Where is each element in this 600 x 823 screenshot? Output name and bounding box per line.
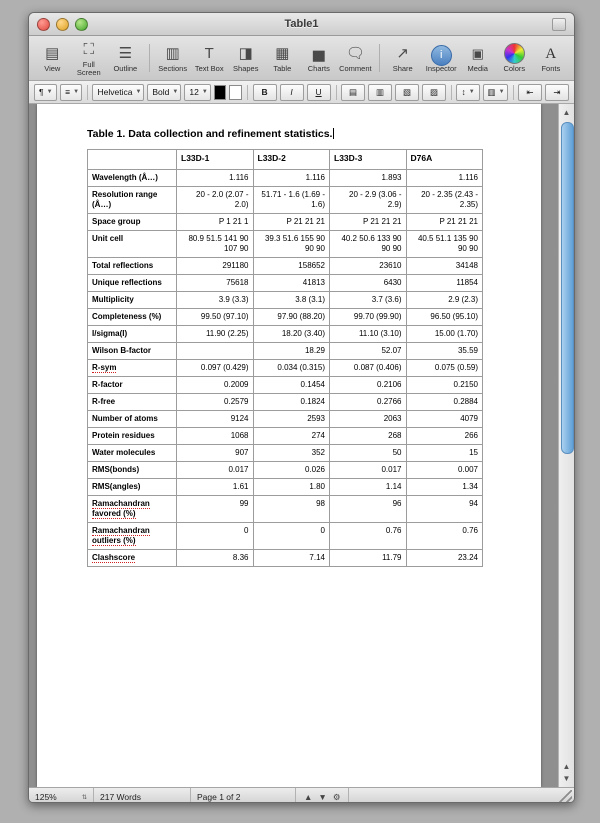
- row-label: [88, 523, 177, 550]
- cell-value: 2063: [330, 411, 407, 428]
- row-label: Water molecules: [88, 445, 177, 462]
- table-caption-text: Table 1. Data collection and refinement statistics.: [87, 128, 333, 140]
- previous-page-icon[interactable]: ▲: [304, 792, 313, 802]
- toolbar-share-label: Share: [392, 63, 413, 73]
- cell-value: 274: [253, 428, 330, 445]
- next-page-icon[interactable]: ▼: [318, 792, 327, 802]
- toolbar-text-box-button[interactable]: [192, 43, 227, 73]
- cell-value: 1.61: [177, 479, 254, 496]
- columns-popup[interactable]: [483, 84, 508, 101]
- row-label: Unique reflections: [88, 275, 177, 292]
- cell-value: 1.34: [406, 479, 483, 496]
- row-label: RMS(bonds): [88, 462, 177, 479]
- table-row[interactable]: [88, 462, 483, 479]
- cell-value: 2593: [253, 411, 330, 428]
- underline-button[interactable]: U: [307, 84, 331, 101]
- row-label: RMS(angles): [88, 479, 177, 496]
- cell-value: 0.2766: [330, 394, 407, 411]
- chevron-down-icon: ▼: [201, 89, 208, 95]
- chevron-updown-icon: ⇅: [81, 794, 87, 801]
- cell-value: 1068: [177, 428, 254, 445]
- table-header-l33d-2: L33D-2: [253, 150, 330, 170]
- toolbar-inspector-label: Inspector: [425, 63, 457, 73]
- table-row[interactable]: [88, 309, 483, 326]
- toolbar-charts-label: Charts: [307, 63, 330, 73]
- row-label: R-factor: [88, 377, 177, 394]
- table-header-corner: [88, 150, 177, 170]
- cell-value: 99: [177, 496, 254, 523]
- cell-value: 0.075 (0.59): [406, 360, 483, 377]
- statistics-table[interactable]: [87, 149, 483, 567]
- cell-value: 1.116: [177, 170, 254, 187]
- table-row[interactable]: [88, 275, 483, 292]
- chevron-down-icon: ▼: [172, 89, 179, 95]
- window-title: Table1: [284, 18, 319, 30]
- table-row[interactable]: [88, 170, 483, 187]
- toolbar-view-button[interactable]: [35, 43, 70, 73]
- font-style-popup[interactable]: [147, 84, 181, 101]
- row-label: [88, 550, 177, 567]
- toolbar-colors-button[interactable]: [497, 43, 532, 73]
- zoom-button[interactable]: [75, 18, 88, 31]
- format-bar: [29, 81, 574, 104]
- scroll-up-small-icon[interactable]: ▲: [562, 762, 571, 771]
- fonts-icon: A: [545, 45, 557, 62]
- cell-value: 0.026: [253, 462, 330, 479]
- cell-value: 50: [330, 445, 407, 462]
- cell-value: 3.8 (3.1): [253, 292, 330, 309]
- cell-value: 0: [253, 523, 330, 550]
- cell-value: 1.14: [330, 479, 407, 496]
- toolbar-full-screen-label: Full Screen: [76, 59, 101, 77]
- cell-value: 0.034 (0.315): [253, 360, 330, 377]
- cell-value: 3.9 (3.3): [177, 292, 254, 309]
- toolbar-comment-button[interactable]: [338, 43, 373, 73]
- colors-icon: [497, 43, 532, 65]
- row-label: [88, 496, 177, 523]
- row-label: Unit cell: [88, 231, 177, 258]
- paragraph-style-value: ¶: [39, 87, 44, 97]
- row-label: Total reflections: [88, 258, 177, 275]
- chevron-down-icon: ▼: [73, 89, 80, 95]
- vertical-scroll-thumb[interactable]: [561, 122, 574, 454]
- row-label: Space group: [88, 214, 177, 231]
- chevron-down-icon: ▼: [46, 89, 53, 95]
- cell-value: 0.2579: [177, 394, 254, 411]
- cell-value: 1.116: [406, 170, 483, 187]
- close-button[interactable]: [37, 18, 50, 31]
- cell-value: 18.20 (3.40): [253, 326, 330, 343]
- full-screen-icon: ⛶: [83, 40, 95, 58]
- cell-value: 23.24: [406, 550, 483, 567]
- media-icon: ▣: [471, 45, 484, 61]
- cell-value: 51.71 - 1.6 (1.69 - 1.6): [253, 187, 330, 214]
- table-row[interactable]: [88, 523, 483, 550]
- cell-value: 23610: [330, 258, 407, 275]
- line-spacing-value: ↕: [461, 87, 466, 97]
- gear-icon[interactable]: ⚙: [332, 791, 341, 802]
- cell-value: 11.90 (2.25): [177, 326, 254, 343]
- share-icon: ↗: [396, 44, 409, 62]
- font-size-popup[interactable]: [184, 84, 210, 101]
- table-header-d76a: D76A: [406, 150, 483, 170]
- font-family-value: Helvetica: [97, 87, 133, 97]
- cell-value: 1.893: [330, 170, 407, 187]
- table-header-row: [88, 150, 483, 170]
- font-family-popup[interactable]: [92, 84, 144, 101]
- cell-value: 291180: [177, 258, 254, 275]
- table-icon: ▦: [275, 44, 290, 62]
- table-row[interactable]: [88, 496, 483, 523]
- toolbar-outline-label: Outline: [113, 63, 138, 73]
- cell-value: 0.017: [177, 462, 254, 479]
- cell-value: 11.10 (3.10): [330, 326, 407, 343]
- page-indicator: Page 1 of 2: [191, 788, 296, 803]
- cell-value: 96: [330, 496, 407, 523]
- toolbar-table-button[interactable]: [265, 43, 300, 73]
- cell-value: 11.79: [330, 550, 407, 567]
- cell-value: 99.70 (99.90): [330, 309, 407, 326]
- misspelled-word: R-sym: [92, 363, 117, 372]
- cell-value: P 21 21 21: [253, 214, 330, 231]
- cell-value: 0.76: [406, 523, 483, 550]
- scroll-up-icon[interactable]: ▲: [562, 108, 571, 117]
- align-center-button[interactable]: ▥: [368, 84, 392, 101]
- cell-value: 52.07: [330, 343, 407, 360]
- cell-value: 20 - 2.35 (2.43 - 2.35): [406, 187, 483, 214]
- table-row[interactable]: [88, 187, 483, 214]
- misspelled-word: Clashscore: [92, 553, 136, 562]
- cell-value: 34148: [406, 258, 483, 275]
- toolbar-charts-button[interactable]: [302, 43, 337, 73]
- row-label: Multiplicity: [88, 292, 177, 309]
- toolbar-divider-2: [379, 44, 380, 72]
- view-icon: ▤: [45, 44, 60, 62]
- window-titlebar[interactable]: [29, 13, 574, 36]
- window-controls: [37, 18, 88, 31]
- cell-value: 15: [406, 445, 483, 462]
- toolbar-shapes-label: Shapes: [233, 63, 259, 73]
- cell-value: 1.116: [253, 170, 330, 187]
- cell-value: 98: [253, 496, 330, 523]
- list-style-value: ≡: [65, 87, 71, 97]
- comment-icon: 🗨: [345, 44, 365, 62]
- cell-value: 20 - 2.9 (3.06 - 2.9): [330, 187, 407, 214]
- cell-value: 7.14: [253, 550, 330, 567]
- inspector-icon: i: [424, 43, 459, 65]
- bold-button[interactable]: B: [253, 84, 277, 101]
- cell-value: 41813: [253, 275, 330, 292]
- cell-value: 0.007: [406, 462, 483, 479]
- cell-value: 75618: [177, 275, 254, 292]
- toolbar-comment-label: Comment: [339, 63, 372, 73]
- row-label: Wavelength (Å…): [88, 170, 177, 187]
- toolbar-view-label: View: [44, 63, 61, 73]
- toolbar-sections-label: Sections: [158, 63, 188, 73]
- font-size-value: 12: [189, 87, 199, 97]
- table-row[interactable]: [88, 360, 483, 377]
- cell-value: P 21 21 21: [406, 214, 483, 231]
- table-header-l33d-3: L33D-3: [330, 150, 407, 170]
- chevron-down-icon: ▼: [135, 89, 142, 95]
- document-canvas[interactable]: [29, 104, 574, 787]
- line-spacing-popup[interactable]: [456, 84, 479, 101]
- chevron-down-icon: ▼: [498, 89, 505, 95]
- fill-color-swatch[interactable]: [229, 85, 242, 100]
- cell-value: 6430: [330, 275, 407, 292]
- cell-value: 15.00 (1.70): [406, 326, 483, 343]
- main-toolbar: [29, 36, 574, 81]
- toolbar-media-label: Media: [467, 63, 488, 73]
- table-row[interactable]: [88, 550, 483, 567]
- toolbar-table-label: Table: [273, 63, 292, 73]
- cell-value: 9124: [177, 411, 254, 428]
- table-row[interactable]: [88, 214, 483, 231]
- cell-value: 39.3 51.6 155 90 90 90: [253, 231, 330, 258]
- table-row[interactable]: [88, 377, 483, 394]
- status-bar-spacer: [349, 788, 558, 803]
- document-window: [28, 12, 575, 803]
- toolbar-text-box-label: Text Box: [194, 63, 224, 73]
- cell-value: 0.1454: [253, 377, 330, 394]
- window-resize-handle[interactable]: [558, 790, 572, 803]
- table-caption: [87, 128, 511, 140]
- cell-value: 0.2106: [330, 377, 407, 394]
- table-row[interactable]: [88, 479, 483, 496]
- table-row[interactable]: [88, 292, 483, 309]
- indent-less-button[interactable]: ⇤: [518, 84, 542, 101]
- cell-value: 0.087 (0.406): [330, 360, 407, 377]
- cell-value: P 1 21 1: [177, 214, 254, 231]
- toolbar-full-screen-button[interactable]: [72, 39, 107, 78]
- row-label: R-free: [88, 394, 177, 411]
- cell-value: 0.2884: [406, 394, 483, 411]
- status-bar: [29, 787, 574, 803]
- cell-value: 99.50 (97.10): [177, 309, 254, 326]
- cell-value: 80.9 51.5 141 90 107 90: [177, 231, 254, 258]
- toolbar-outline-button[interactable]: [108, 43, 143, 73]
- cell-value: 96.50 (95.10): [406, 309, 483, 326]
- table-row[interactable]: [88, 411, 483, 428]
- outline-icon: ☰: [118, 44, 133, 62]
- cell-value: 0.2009: [177, 377, 254, 394]
- cell-value: 0.76: [330, 523, 407, 550]
- toolbar-fonts-label: Fonts: [541, 63, 561, 73]
- columns-value: ▥: [487, 86, 496, 97]
- table-header: [88, 150, 483, 170]
- cell-value: 11854: [406, 275, 483, 292]
- table-body: [88, 170, 483, 567]
- toolbar-toggle-button[interactable]: [552, 18, 566, 31]
- cell-value: [177, 343, 254, 360]
- scroll-down-icon[interactable]: ▼: [562, 774, 571, 783]
- misspelled-word: Ramachandran favored (%): [92, 499, 150, 518]
- cell-value: 0.1824: [253, 394, 330, 411]
- align-justify-button[interactable]: ▨: [422, 84, 446, 101]
- cell-value: 0.097 (0.429): [177, 360, 254, 377]
- row-label: Number of atoms: [88, 411, 177, 428]
- cell-value: 8.36: [177, 550, 254, 567]
- paragraph-style-popup[interactable]: [34, 84, 57, 101]
- text-box-icon: T: [204, 44, 214, 62]
- cell-value: 20 - 2.0 (2.07 - 2.0): [177, 187, 254, 214]
- row-label: [88, 360, 177, 377]
- cell-value: 0.2150: [406, 377, 483, 394]
- toolbar-media-button[interactable]: [461, 43, 496, 73]
- table-row[interactable]: [88, 445, 483, 462]
- table-row[interactable]: [88, 343, 483, 360]
- toolbar-fonts-button[interactable]: [534, 43, 569, 73]
- zoom-popup[interactable]: [29, 788, 94, 803]
- text-color-swatch[interactable]: [214, 85, 227, 100]
- table-row[interactable]: [88, 394, 483, 411]
- cell-value: 266: [406, 428, 483, 445]
- word-count: 217 Words: [94, 788, 191, 803]
- cell-value: P 21 21 21: [330, 214, 407, 231]
- zoom-value: 125%: [35, 792, 57, 802]
- cell-value: 1.80: [253, 479, 330, 496]
- row-label: Completeness (%): [88, 309, 177, 326]
- align-right-button[interactable]: ▧: [395, 84, 419, 101]
- minimize-button[interactable]: [56, 18, 69, 31]
- align-left-button[interactable]: ▤: [341, 84, 365, 101]
- page-navigation[interactable]: [296, 788, 349, 803]
- text-cursor: [333, 128, 334, 139]
- table-row[interactable]: [88, 326, 483, 343]
- toolbar-share-button[interactable]: [385, 43, 420, 73]
- row-label: Resolution range (Å…): [88, 187, 177, 214]
- cell-value: 0: [177, 523, 254, 550]
- cell-value: 94: [406, 496, 483, 523]
- font-style-value: Bold: [152, 87, 170, 97]
- cell-value: 97.90 (88.20): [253, 309, 330, 326]
- document-page[interactable]: [37, 104, 541, 787]
- table-row[interactable]: [88, 428, 483, 445]
- indent-more-button[interactable]: ⇥: [545, 84, 569, 101]
- vertical-scrollbar[interactable]: [558, 104, 574, 787]
- cell-value: 158652: [253, 258, 330, 275]
- italic-button[interactable]: I: [280, 84, 304, 101]
- cell-value: 4079: [406, 411, 483, 428]
- cell-value: 3.7 (3.6): [330, 292, 407, 309]
- cell-value: 40.2 50.6 133 90 90 90: [330, 231, 407, 258]
- sections-icon: ▥: [165, 44, 180, 62]
- row-label: I/sigma(I): [88, 326, 177, 343]
- cell-value: 0.017: [330, 462, 407, 479]
- row-label: Wilson B-factor: [88, 343, 177, 360]
- table-row[interactable]: [88, 231, 483, 258]
- cell-value: 268: [330, 428, 407, 445]
- row-label: Protein residues: [88, 428, 177, 445]
- list-style-popup[interactable]: [60, 84, 82, 101]
- cell-value: 18.29: [253, 343, 330, 360]
- table-row[interactable]: [88, 258, 483, 275]
- cell-value: 40.5 51.1 135 90 90 90: [406, 231, 483, 258]
- toolbar-inspector-button[interactable]: [424, 43, 459, 73]
- chevron-down-icon: ▼: [468, 89, 475, 95]
- cell-value: 35.59: [406, 343, 483, 360]
- toolbar-shapes-button[interactable]: [228, 43, 263, 73]
- toolbar-sections-button[interactable]: [155, 43, 190, 73]
- cell-value: 907: [177, 445, 254, 462]
- toolbar-divider-1: [149, 44, 150, 72]
- cell-value: 2.9 (2.3): [406, 292, 483, 309]
- misspelled-word: Ramachandran outliers (%): [92, 526, 150, 545]
- toolbar-colors-label: Colors: [503, 63, 526, 73]
- charts-icon: ▅: [313, 44, 325, 62]
- shapes-icon: ◨: [238, 44, 253, 62]
- table-header-l33d-1: L33D-1: [177, 150, 254, 170]
- cell-value: 352: [253, 445, 330, 462]
